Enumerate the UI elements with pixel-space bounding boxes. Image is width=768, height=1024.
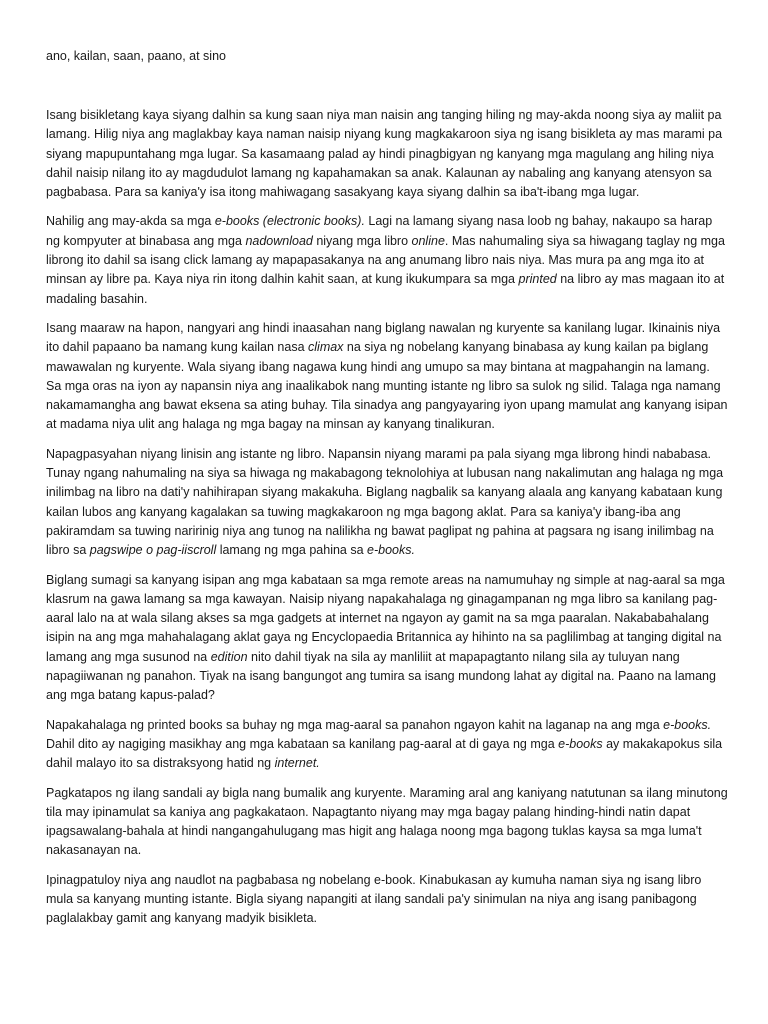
- text-run: ay makakapokus sila dahil malayo ito sa distraksyong hatid ng: [46, 736, 723, 771]
- italic-text: e-books (electronic books).: [214, 214, 365, 229]
- text-run: na libro ay mas magaan ito at madaling basahin.: [46, 272, 725, 306]
- paragraph: [46, 716, 728, 774]
- paragraph: [46, 784, 728, 861]
- text-run: Isang bisikletang kaya siyang dalhin sa kung saan niya man naisin ang tanging hiling ng may-akda noong siya ay maliit pa lamang. Hilig niya ang maglakbay kaya naman naisip niyang kung magkakaroon siya ng isang bisikleta ay mas marami pa siyang mapupuntahang mga lugar. Sa kasamaang palad ay hindi pinagbigyan ng kanyang mga magulang ang hiling niya dahil naisip nilang ito ay magdudulot lamang ng kapahamakan sa anak. Kalaunan ay nabaling ang kanyang atensyon sa pagbabasa. Para sa kaniya'y isa itong mahiwagang sasakyang kaya siyang dalhin sa iba't-ibang mga lugar.: [46, 108, 723, 200]
- text-run: Napagpasyahan niyang linisin ang istante ng libro. Napansin niyang marami pa pala siyang mga librong hindi nababasa. Tunay ngang nahumaling na siya sa hiwaga ng makabagong teknolohiya at lubusan nang nakalimutan ang halaga ng mga inilimbag na libro na dati'y nahihirapan siyang makakuha. Biglang nagbalik sa kanyang alaala ang kanyang kabataan kung kailan lubos ang kanyang kagalakan sa tuwing magkakaroon ng mga bagong aklat. Para sa kaniya'y ibang-iba ang pakiramdam sa tuwing naririnig niya ang tunog na nalilikha ng bawat paglipat ng pahina at pagsara ng isang inilimbag na libro sa: [46, 446, 724, 558]
- text-run: niyang mga libro: [312, 233, 412, 248]
- text-run: nito dahil tiyak na sila ay manliliit at mapapagtanto nilang sila ay tuluyan nang napagiiwanan ng panahon. Tiyak na isang bangungot ang tumira sa isang mundong lahat ay digital na. Paano na lamang ang mga batang kapus-palad?: [46, 649, 716, 703]
- text-run: Nahilig ang may-akda sa mga: [46, 214, 215, 229]
- italic-text: climax: [308, 340, 344, 355]
- italic-text: e-books.: [663, 717, 712, 732]
- text-run: . Mas nahumaling siya sa hiwagang taglay ng mga librong ito dahil sa isang click lamang ay mapapasakanya na ang anumang libro nais niya. Mas mura pa ang mga ito at minsan ay libre pa. Kaya niya rin itong dalhin kahit saan, at kung ikukumpara sa mga: [46, 233, 725, 287]
- italic-text: internet.: [274, 756, 320, 771]
- text-run: Biglang sumagi sa kanyang isipan ang mga kabataan sa mga remote areas na namumuhay ng simple at nag-aaral sa mga klasrum na gawa lamang sa mga kawayan. Naisip niyang napakahalaga ng ginagampanan ng mga libro sa kanilang pag-aaral lalo na at wala silang akses sa mga gadgets at internet na ngayon ay gamit na sa mga paaralan. Nakababahalang isipin na ang mga mahahalagang aklat gaya ng Encyclopaedia Britannica ay hihinto na sa paglilimbag at tanging digital na lamang ang mga susunod na: [46, 572, 725, 664]
- document-heading: ano, kailan, saan, paano, at sino: [46, 49, 226, 63]
- italic-text: e-books: [558, 736, 603, 751]
- paragraph: [46, 445, 728, 561]
- text-run: Dahil dito ay nagiging masikhay ang mga kabataan sa kanilang pag-aaral at di gaya ng mga: [46, 736, 559, 751]
- paragraph: [46, 319, 728, 435]
- paragraph: [46, 212, 728, 308]
- italic-text: printed: [518, 272, 557, 287]
- text-run: na siya ng nobelang kanyang binabasa ay kung kailan pa biglang mawawalan ng kuryente. Wala siyang ibang nagawa kung hindi ang umupo sa may bintana at magpahangin na lamang. Sa mga oras na iyon ay napansin niya ang inaalikabok nang munting istante ng libro sa sulok ng silid. Talaga nga namang nakamamangha ang bawat eksena sa ating buhay. Tila sinadya ang pangyayaring iyon upang mamulat ang kanyang isipan at madama niya ulit ang halaga ng mga bagay na minsan ay kanyang tinalikuran.: [46, 340, 728, 432]
- italic-text: pagswipe o pag-iiscroll: [89, 543, 217, 558]
- text-run: Lagi na lamang siyang nasa loob ng bahay, nakaupo sa harap ng kompyuter at binabasa ang mga: [46, 214, 713, 248]
- paragraph: [46, 106, 728, 202]
- italic-text: nadownload: [245, 233, 313, 248]
- text-run: lamang ng mga pahina sa: [216, 543, 368, 558]
- text-run: Ipinagpatuloy niya ang naudlot na pagbabasa ng nobelang e-book. Kinabukasan ay kumuha naman siya ng isang libro mula sa kanyang munting istante. Bigla siyang napangiti at ilang sandali pa'y sinimulan na niya ang isang panibagong paglalakbay gamit ang kanyang madyik bisikleta.: [46, 872, 702, 926]
- document-page: [46, 47, 728, 939]
- text-run: Napakahalaga ng printed books sa buhay ng mga mag-aaral sa panahon ngayon kahit na laganap na ang mga: [46, 717, 664, 732]
- italic-text: online: [411, 233, 445, 248]
- italic-text: e-books.: [367, 543, 415, 558]
- italic-text: edition: [210, 649, 248, 664]
- text-run: Pagkatapos ng ilang sandali ay bigla nang bumalik ang kuryente. Maraming aral ang kaniyang natutunan sa ilang minutong tila may ipinamulat sa kaniya ang pagkakataon. Napagtanto niyang may mga bagay palang hinding-hindi natin dapat ipagsawalang-bahala at hindi nangangahulugang mas higit ang halaga noong mga bagong tuklas kaysa sa mga luma't nakasanayan na.: [46, 785, 728, 858]
- text-run: Isang maaraw na hapon, nangyari ang hindi inaasahan nang biglang nawalan ng kuryente sa kanilang lugar. Ikinainis niya ito dahil papaano ba namang kung kailan nasa: [46, 320, 721, 355]
- document-body: [46, 106, 728, 929]
- paragraph: [46, 871, 728, 929]
- paragraph: [46, 571, 728, 706]
